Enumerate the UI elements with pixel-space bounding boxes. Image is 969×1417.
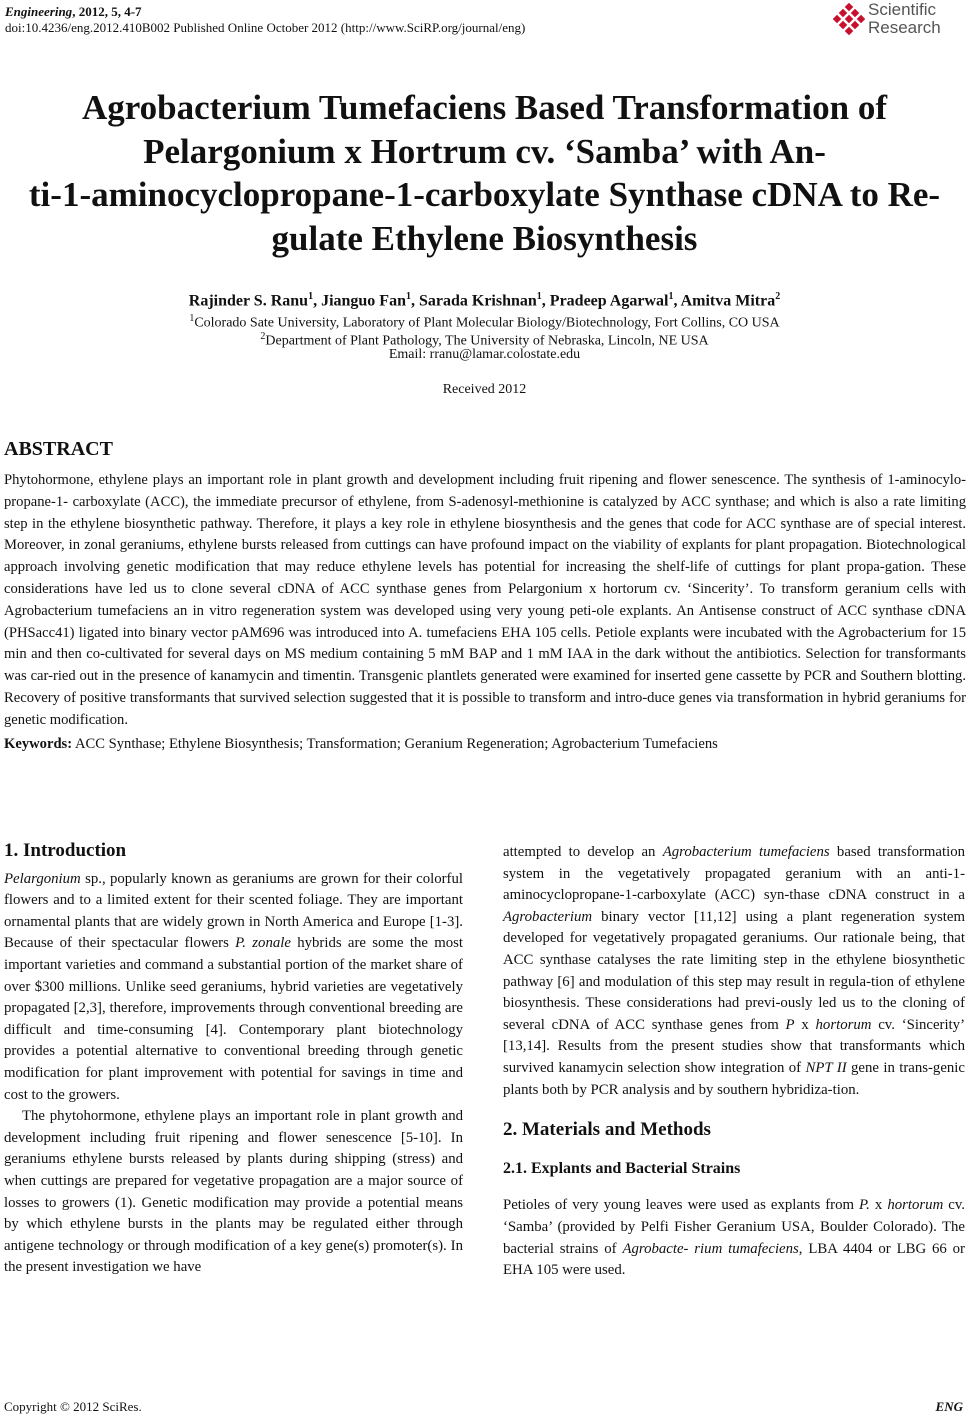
publisher-logo (833, 0, 961, 42)
title-line: Agrobacterium Tumefaciens Based Transformation of (82, 88, 887, 127)
title-line: ti-1-aminocyclopropane-1-carboxylate Synthase cDNA to Re- (28, 175, 941, 214)
paragraph: Petioles of very young leaves were used as explants from P. x hortorum cv. ‘Samba’ (provided by Pelfi Fisher Geranium USA, Boulder Colorado). The bacterial strains of Agrobacte- rium tumafeciens, LBA 4404 or LBG 66 or EHA 105 were used. (503, 1197, 966, 1279)
journal-name: Engineering (5, 4, 73, 19)
author-name: Amitva Mitra (680, 292, 776, 310)
author-email: Email: rranu@lamar.colostate.edu (388, 347, 581, 362)
keywords (4, 734, 966, 755)
paragraph: Pelargonium sp., popularly known as geraniums are grown for their colorful flowers and to a limited extent for their scented foliage. They are important ornamental plants that are widely grown in North America and Europe [1-3]. Because of their spectacular flowers P. zonale hybrids are some the most important varieties and command a substantial portion of the market share of over $300 millions. Unlike seed geraniums, hybrid varieties are vegetatively propagated [2,3], therefore, improvements through conventional breeding are difficult and time-consuming [4]. Contemporary plant biotechnology provides a potential alternative to conventional breeding through genetic modification for plant improvement with potential for savings in time and cost to the growers. (4, 870, 463, 1103)
doi-line: doi:10.4236/eng.2012.410B002 Published Online October 2012 (http://www.SciRP.org/journal/eng) (5, 20, 526, 35)
copyright-footer: Copyright © 2012 SciRes. (4, 1399, 142, 1414)
subsection-heading: 2.1. Explants and Bacterial Strains (503, 1159, 741, 1177)
abstract-text: Phytohormone, ethylene plays an important role in plant growth and development including fruit ripening and flower senescence. The synthesis of 1-aminocylo-propane-1- carboxylate (ACC), the immediate precursor of ethylene, from S-adenosyl-methionine is catalyzed by ACC synthase; and which is also a rate limiting step in the ethylene biosynthetic pathway. Therefore, it plays a key role in ethylene biosynthesis and the genes that code for ACC synthase are of special interest. Moreover, in zonal geraniums, ethylene bursts released from cuttings can have profound impact on the viability of explants for plant propagation. Biotechnological approach involving genetic modification that may reduce ethylene levels has potential for increasing the shelf-life of cuttings for plant propa-gation. These considerations have led us to clone several cDNA of ACC synthase genes from Pelargonium x hortorum cv. ‘Sincerity’. To transform geranium cells with Agrobacterium tumefaciens an in vitro regeneration system was developed using very young peti-ole explants. An Antisense construct of ACC synthase cDNA (PHSacc41) ligated into binary vector pAM696 was introduced into A. tumefaciens EHA 105 cells. Petiole explants were incubated with the Agrobacterium for 15 min and then co-cultivated for several days on MS medium containing 5 mM BAP and 1 mM IAA in the dark without the antibiotics. Selection for transformants was car-ried out in the presence of kanamycin and timentin. Transgenic plantlets generated were examined for inserted gene cassette by PCR and Southern blotting. Recovery of positive transformants that survived selection suggested that it is possible to transform and intro-duce genes via transformation in hybrid geraniums for genetic modification. (4, 472, 966, 728)
section-heading: 2. Materials and Methods (503, 1119, 711, 1141)
author-name: Pradeep Agarwal (549, 292, 669, 310)
paragraph: The phytohormone, ethylene plays an important role in plant growth and development including fruit ripening and flower senescence [5-10]. In geraniums ethylene bursts released by plants during shipping (stress) and when cuttings are prepared for vegetative propagation are a major source of losses to growers (1). Genetic modification may provide a potential means by which ethylene bursts in the plants may be regulated either through antigene technology or through modification of a key gene(s) promoter(s). In the present investigation we have (4, 1108, 463, 1276)
title-line: Pelargonium x Hortrum cv. ‘Samba’ with An- (143, 131, 826, 171)
journal-code-footer: ENG (935, 1399, 963, 1414)
keywords-label: Keywords: (4, 736, 73, 752)
keywords-list: ACC Synthase; Ethylene Biosynthesis; Transformation; Geranium Regeneration; Agrobacterium Tumefaciens (72, 736, 718, 752)
right-column (503, 842, 965, 1282)
journal-volume: , 2012, 5, 4-7 (72, 4, 142, 19)
author-name: Rajinder S. Ranu (188, 292, 309, 310)
paper-title (0, 86, 969, 260)
publisher-name: Scientific Research (868, 0, 941, 37)
publisher-logo-icon (833, 3, 865, 37)
affiliation: $^2$Department of Plant Pathology, The University of Nebraska, Lincoln, NE USA (260, 331, 709, 349)
paragraph: attempted to develop an Agrobacterium tumefaciens based transformation system in the vegetatively propagated geranium with an anti-1-aminocyclopropane-1-carboxylate (ACC) syn-thase cDNA construct in a Agrobacterium binary vector [11,12] using a plant regeneration system developed for vegetatively propagated geraniums. Our rationale being, that ACC synthase catalyses the rate limiting step in the ethylene biosynthetic pathway [6] and modulation of this step may result in regula-tion of ethylene biosynthesis. These considerations had previ-ously led us to the cloning of several cDNA of ACC synthase genes from P x hortorum cv. ‘Sincerity’ [13,14]. Results from the present studies show that transformants which survived kanamycin selection show integration of NPT II gene in trans-genic plants both by PCR analysis and by southern hybridiza-tion. (503, 844, 965, 1098)
section-heading: 1. Introduction (4, 840, 127, 861)
author-list: Rajinder S. Ranu$^1$, Jianguo Fan$^1$, Sarada Krishnan$^1$, Pradeep Agarwal$^1$, Amitva Mitra$^2$ (188, 291, 781, 310)
abstract-heading: ABSTRACT (4, 438, 113, 460)
author-name: Sarada Krishnan (418, 292, 537, 310)
left-column (4, 840, 463, 1279)
journal-citation (5, 4, 142, 20)
author-name: Jianguo Fan (321, 292, 406, 310)
received-date: Received 2012 (442, 382, 527, 397)
affiliation: $^1$Colorado Sate University, Laboratory of Plant Molecular Biology/Biotechnology, Fort Collins, CO USA (189, 313, 780, 331)
title-line: gulate Ethylene Biosynthesis (271, 218, 698, 258)
